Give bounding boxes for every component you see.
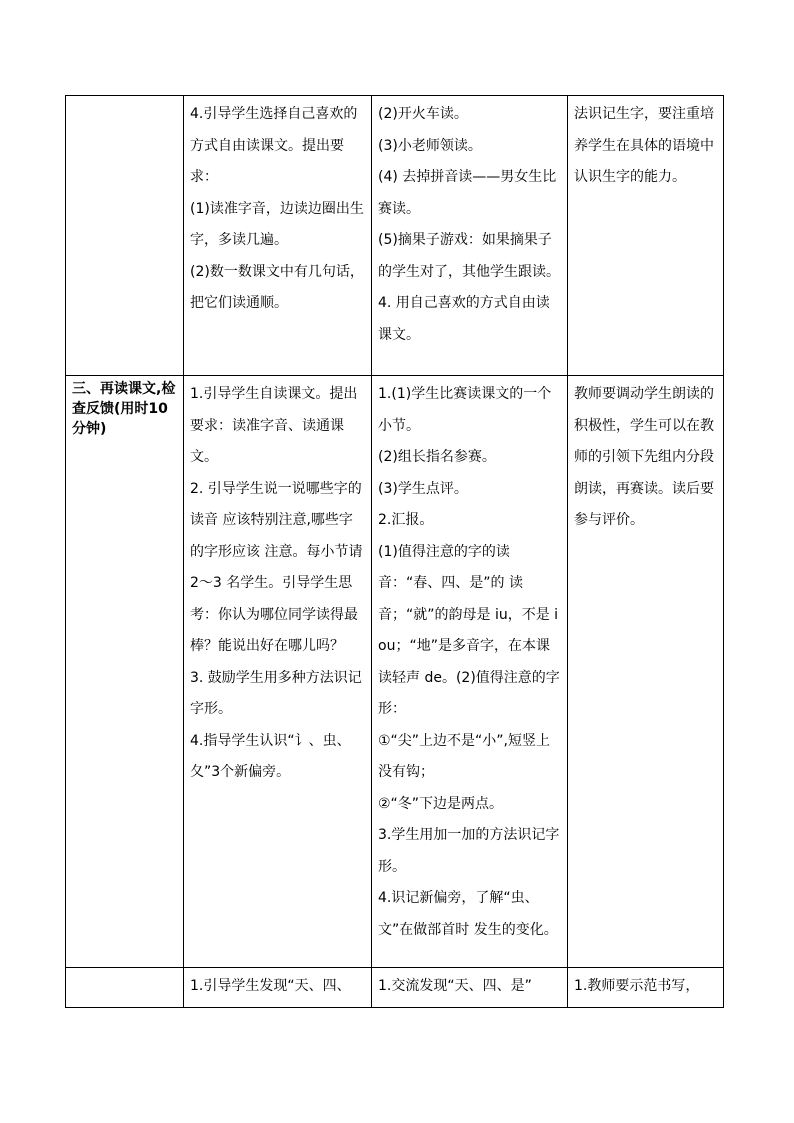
- table-row: [66, 968, 724, 1008]
- student-paragraph: (4) 去掉拼音读——男女生比赛读。: [378, 169, 557, 217]
- teacher-activity-cell: [184, 376, 372, 968]
- teacher-paragraph: 2. 引导学生说一说哪些字的读音 应该特别注意,哪些字的字形应该 注意。每小节请 2～3 名学生。引导学生思考：你认为哪位同学读得最棒？能说出好在哪儿吗？: [190, 480, 363, 654]
- table-row: [66, 376, 724, 968]
- stage-text: 三、再读课文,检查反馈(用时10分钟): [72, 381, 176, 437]
- teacher-paragraph: (1)读准字音，边读边圈出生字，多读几遍。: [190, 200, 364, 248]
- student-paragraph: (3)小老师领读。: [378, 137, 482, 154]
- student-paragraph: (2)组长指名参赛。: [378, 449, 496, 465]
- design-intent-cell: [568, 968, 724, 1008]
- intent-paragraph: 1.教师要示范书写，: [574, 978, 700, 994]
- student-paragraph: 1.交流发现“天、四、是”: [378, 978, 532, 994]
- student-paragraph: 3.学生用加一加的方法识记字形。: [378, 827, 560, 875]
- stage-cell: [66, 96, 184, 376]
- intent-paragraph: 教师要调动学生朗读的积极性，学生可以在教师的引领下先组内分段朗读，再赛读。读后要参与评价。: [574, 386, 714, 528]
- student-paragraph: (3)学生点评。: [378, 480, 468, 497]
- student-paragraph: ①“尖”上边不是“小”,短竖上没有钩；: [378, 732, 551, 780]
- teacher-paragraph: 3. 鼓励学生用多种方法识记字形。: [190, 669, 362, 717]
- teacher-paragraph: 4.引导学生选择自己喜欢的方式自由读课文。提出要求：: [190, 106, 358, 185]
- teacher-paragraph: 1.引导学生自读课文。提出要求：读准字音、读通课文。: [190, 386, 358, 465]
- student-paragraph: (2)开火车读。: [378, 106, 468, 122]
- student-paragraph: (5)摘果子游戏：如果摘果子的学生对了，其他学生跟读。: [378, 232, 560, 280]
- design-intent-cell: [568, 96, 724, 376]
- table-row: [66, 96, 724, 376]
- student-activity-cell: [372, 376, 568, 968]
- student-paragraph: ②“冬”下边是两点。: [378, 795, 504, 812]
- intent-paragraph: 法识记生字，要注重培养学生在具体的语境中认识生字的能力。: [574, 106, 714, 185]
- design-intent-cell: [568, 376, 724, 968]
- student-paragraph: 2.汇报。: [378, 512, 434, 528]
- lesson-plan-table: [65, 95, 724, 1008]
- teacher-activity-cell: [184, 968, 372, 1008]
- teacher-paragraph: (2)数一数课文中有几句话，把它们读通顺。: [190, 263, 364, 311]
- stage-cell: [66, 376, 184, 968]
- teacher-activity-cell: [184, 96, 372, 376]
- stage-cell: [66, 968, 184, 1008]
- teacher-paragraph: 4.指导学生认识“讠、虫、夂”3个新偏旁。: [190, 732, 351, 780]
- student-paragraph: 4. 用自己喜欢的方式自由读课文。: [378, 295, 550, 343]
- student-paragraph: 4.识记新偏旁，了解“虫、文”在做部首时 发生的变化。: [378, 890, 558, 938]
- student-paragraph: 1.(1)学生比赛读课文的一个小节。: [378, 386, 552, 434]
- teacher-paragraph: 1.引导学生发现“天、四、: [190, 978, 351, 994]
- student-paragraph: (1)值得注意的字的读音：“春、四、是”的 读音；“就”的韵母是 iu，不是 iou；“地”是多音字，在本课读轻声 de。(2)值得注意的字形：: [378, 543, 560, 717]
- student-activity-cell: [372, 968, 568, 1008]
- student-activity-cell: [372, 96, 568, 376]
